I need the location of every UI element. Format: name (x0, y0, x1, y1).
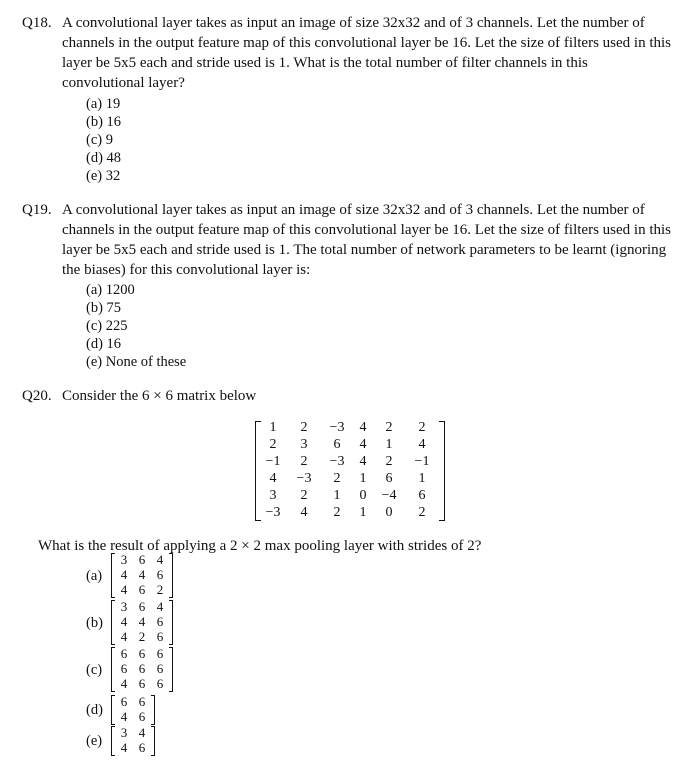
matrix-cell: 1 (385, 437, 393, 452)
option-matrix (111, 646, 173, 693)
matrix-right-bracket (439, 421, 445, 521)
matrix-cell: 6 (138, 582, 146, 597)
matrix-cell: 6 (333, 437, 341, 452)
option-matrix-grid (115, 725, 151, 755)
matrix-cell: 2 (269, 437, 277, 452)
option-label: (b) (86, 615, 103, 631)
matrix-cell: 6 (120, 661, 128, 676)
option-label: (c) (86, 662, 103, 678)
matrix-cell: 4 (138, 614, 146, 629)
matrix-cell: 6 (418, 488, 426, 503)
matrix-cell: 4 (156, 599, 164, 614)
matrix-cell: 6 (385, 471, 393, 486)
matrix-row (115, 725, 151, 740)
matrix-cell: 6 (138, 552, 146, 567)
option-label: (d) (86, 702, 103, 718)
matrix-cell: 2 (385, 420, 393, 435)
q19-option-b: (b) 75 (86, 300, 122, 316)
matrix-cell: 6 (156, 614, 164, 629)
q18-block (22, 13, 672, 93)
matrix-cell: 3 (269, 488, 277, 503)
matrix-cell: −3 (296, 471, 312, 486)
matrix-cell: 0 (359, 488, 367, 503)
q18-number: Q18. (22, 15, 52, 31)
matrix-cell: 4 (418, 437, 426, 452)
matrix-cell: 6 (138, 599, 146, 614)
option-matrix (111, 599, 173, 646)
q20-block (22, 386, 672, 406)
matrix-row (115, 629, 169, 644)
q19-option-c: (c) 225 (86, 318, 128, 334)
matrix-row (115, 740, 151, 755)
matrix-cell: 2 (300, 420, 308, 435)
matrix-cell: −1 (414, 454, 430, 469)
matrix-cell: 1 (359, 505, 367, 520)
q18-option-a: (a) 19 (86, 96, 121, 112)
matrix-right-bracket (151, 695, 155, 725)
matrix-cell: 4 (359, 420, 367, 435)
matrix-cell: 2 (418, 505, 426, 520)
q19-block (22, 200, 672, 280)
matrix-cell: −4 (381, 488, 397, 503)
matrix-cell: 4 (156, 552, 164, 567)
q18-option-d: (d) 48 (86, 150, 122, 166)
matrix-row (115, 552, 169, 567)
matrix-cell: 6 (138, 676, 146, 691)
option-matrix (111, 725, 155, 757)
q20-text: Consider the 6 × 6 matrix below (62, 388, 257, 404)
q18-text: A convolutional layer takes as input an image of size 32x32 and of 3 channels. Let the number of channels in the output feature map of this convolutional layer be 16. Let the size of filters used in this layer be 5x5 each and stride used is 1. What is the total number of filter channels in this convolutional layer? (62, 15, 672, 91)
matrix-row (115, 599, 169, 614)
matrix-cell: 4 (120, 709, 128, 724)
matrix-cell: 4 (120, 629, 128, 644)
matrix-cell: 0 (385, 505, 393, 520)
option-label: (e) (86, 733, 103, 749)
matrix-cell: 2 (385, 454, 393, 469)
matrix-cell: 2 (333, 505, 341, 520)
input-matrix-grid (259, 419, 439, 521)
matrix-cell: 4 (120, 740, 128, 755)
option-matrix (111, 552, 173, 599)
matrix-cell: 6 (156, 661, 164, 676)
option-matrix (111, 694, 155, 726)
matrix-row (115, 661, 169, 676)
q18-option-b: (b) 16 (86, 114, 122, 130)
matrix-right-bracket (169, 553, 173, 598)
option-matrix-grid (115, 646, 169, 691)
q18-option-c: (c) 9 (86, 132, 113, 148)
matrix-row (259, 453, 439, 470)
matrix-right-bracket (169, 600, 173, 645)
matrix-cell: 4 (120, 676, 128, 691)
matrix-cell: 3 (120, 599, 128, 614)
matrix-cell: 1 (359, 471, 367, 486)
matrix-cell: 2 (418, 420, 426, 435)
q19-option-d: (d) 16 (86, 336, 122, 352)
option-label: (a) (86, 568, 103, 584)
matrix-cell: 3 (120, 725, 128, 740)
matrix-row (259, 436, 439, 453)
matrix-cell: 4 (138, 725, 146, 740)
matrix-cell: 4 (138, 567, 146, 582)
matrix-cell: 3 (300, 437, 308, 452)
matrix-cell: 6 (138, 646, 146, 661)
matrix-row (115, 646, 169, 661)
matrix-cell: 2 (333, 471, 341, 486)
matrix-cell: 4 (269, 471, 277, 486)
matrix-cell: 1 (333, 488, 341, 503)
matrix-row (115, 614, 169, 629)
matrix-right-bracket (169, 647, 173, 692)
matrix-cell: 2 (300, 488, 308, 503)
matrix-cell: −3 (329, 454, 345, 469)
input-matrix (255, 417, 445, 523)
matrix-cell: 2 (138, 629, 146, 644)
matrix-row (115, 582, 169, 597)
matrix-cell: 6 (156, 629, 164, 644)
matrix-cell: 6 (120, 646, 128, 661)
option-matrix-grid (115, 552, 169, 597)
matrix-cell: 6 (156, 676, 164, 691)
matrix-cell: 6 (138, 661, 146, 676)
matrix-row (259, 504, 439, 521)
matrix-row (115, 694, 151, 709)
matrix-right-bracket (151, 726, 155, 756)
q19-number: Q19. (22, 202, 52, 218)
matrix-cell: 4 (300, 505, 308, 520)
matrix-cell: 6 (138, 740, 146, 755)
option-matrix-grid (115, 694, 151, 724)
q18-option-e: (e) 32 (86, 168, 121, 184)
option-matrix-grid (115, 599, 169, 644)
matrix-cell: 1 (418, 471, 426, 486)
matrix-cell: 3 (120, 552, 128, 567)
matrix-cell: −1 (265, 454, 281, 469)
matrix-row (259, 419, 439, 436)
q19-text: A convolutional layer takes as input an image of size 32x32 and of 3 channels. Let the number of channels in the output feature map of this convolutional layer be 16. Let the size of filters used in this layer be 5x5 each and stride used is 1. The total number of network parameters to be learnt (ignoring the biases) for this convolutional layer is: (62, 202, 672, 278)
matrix-cell: 6 (138, 709, 146, 724)
matrix-cell: 4 (120, 567, 128, 582)
q19-option-a: (a) 1200 (86, 282, 135, 298)
matrix-cell: −3 (265, 505, 281, 520)
matrix-cell: 6 (156, 567, 164, 582)
matrix-cell: 4 (359, 454, 367, 469)
matrix-cell: 4 (359, 437, 367, 452)
q20-number: Q20. (22, 388, 52, 404)
matrix-row (259, 470, 439, 487)
matrix-cell: 2 (156, 582, 164, 597)
q20-question-text: What is the result of applying a 2 × 2 max pooling layer with strides of 2? (38, 538, 482, 554)
matrix-cell: 4 (120, 582, 128, 597)
matrix-row (115, 709, 151, 724)
matrix-row (259, 487, 439, 504)
matrix-cell: 6 (156, 646, 164, 661)
matrix-row (115, 567, 169, 582)
matrix-cell: 6 (138, 694, 146, 709)
q19-option-e: (e) None of these (86, 354, 187, 370)
matrix-cell: 1 (269, 420, 277, 435)
matrix-row (115, 676, 169, 691)
matrix-cell: 4 (120, 614, 128, 629)
matrix-cell: 2 (300, 454, 308, 469)
matrix-cell: 6 (120, 694, 128, 709)
matrix-cell: −3 (329, 420, 345, 435)
